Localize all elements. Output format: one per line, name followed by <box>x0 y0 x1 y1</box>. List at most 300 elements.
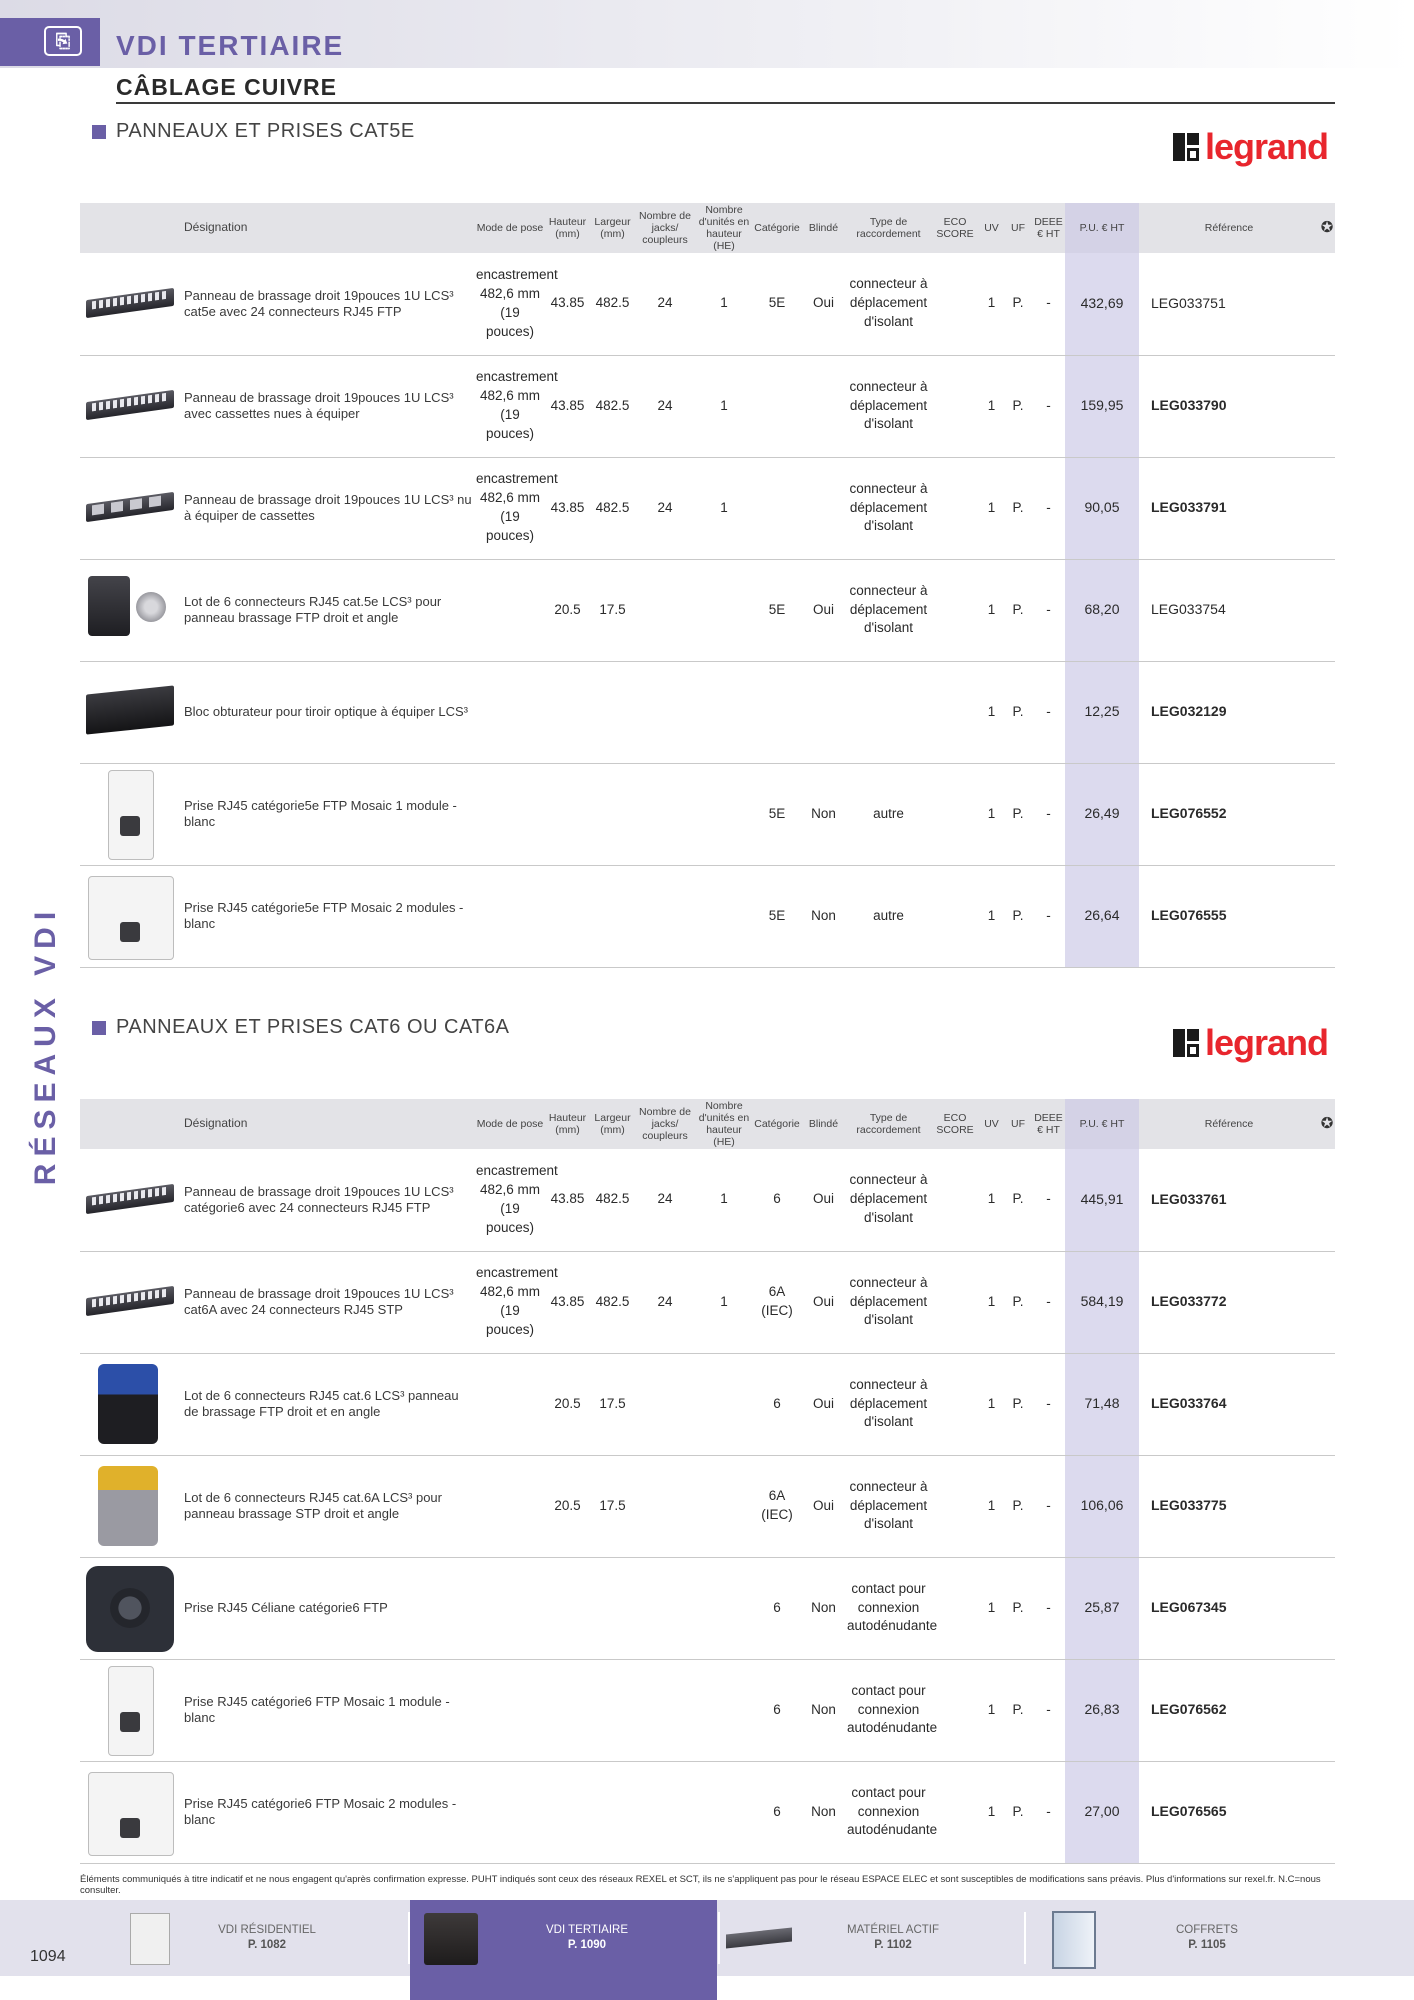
cell-gear <box>1319 1761 1335 1863</box>
cell-price: 26,83 <box>1065 1659 1139 1761</box>
cell-blinde: Oui <box>801 253 846 355</box>
cell-mode <box>475 661 545 763</box>
section-title-cat6 <box>92 1016 510 1039</box>
cell-eco <box>931 1761 979 1863</box>
cell-deee: - <box>1032 1251 1065 1353</box>
cell-hauteur: 43.85 <box>545 1251 590 1353</box>
header-hauteur: Hauteur (mm) <box>545 203 590 253</box>
plug-icon: ⎘ <box>44 26 82 56</box>
cell-jacks: 24 <box>635 253 695 355</box>
header-jacks: Nombre de jacks/ coupleurs <box>635 203 695 253</box>
cell-mode <box>475 1659 545 1761</box>
cell-mode <box>475 763 545 865</box>
cell-type: autre <box>846 763 931 865</box>
cell-hauteur: 20.5 <box>545 1455 590 1557</box>
product-image <box>80 1251 180 1353</box>
cell-largeur <box>590 1761 635 1863</box>
cell-eco <box>931 457 979 559</box>
cell-categorie: 5E <box>753 559 801 661</box>
section-title-text: PANNEAUX ET PRISES CAT5E <box>116 120 415 142</box>
cell-uf: P. <box>1004 1251 1032 1353</box>
cell-type: connecteur à déplacement d'isolant <box>846 253 931 355</box>
cell-categorie: 5E <box>753 865 801 967</box>
product-image <box>80 865 180 967</box>
cell-eco <box>931 253 979 355</box>
cell-hauteur: 43.85 <box>545 253 590 355</box>
cell-categorie: 6 <box>753 1353 801 1455</box>
cell-unites <box>695 559 753 661</box>
cell-gear <box>1319 661 1335 763</box>
cell-hauteur: 43.85 <box>545 457 590 559</box>
table-row <box>80 1251 1335 1353</box>
residential-panel-icon <box>120 1909 178 1967</box>
cell-mode: encastrement 482,6 mm (19 pouces) <box>475 355 545 457</box>
socket-1-photo <box>82 766 178 862</box>
cell-deee: - <box>1032 1557 1065 1659</box>
header-categorie: Catégorie <box>753 1099 801 1149</box>
cell-uv: 1 <box>979 1761 1004 1863</box>
cell-type: connecteur à déplacement d'isolant <box>846 457 931 559</box>
cell-jacks: 24 <box>635 457 695 559</box>
cell-des: Panneau de brassage droit 19pouces 1U LCS³ cat6A avec 24 connecteurs RJ45 STP <box>180 1251 475 1353</box>
cell-unites <box>695 1353 753 1455</box>
header-jacks: Nombre de jacks/ coupleurs <box>635 1099 695 1149</box>
header-designation: Désignation <box>180 1099 475 1149</box>
cell-hauteur <box>545 1659 590 1761</box>
product-image <box>80 457 180 559</box>
header-unites: Nombre d'unités en hauteur (HE) <box>695 1099 753 1149</box>
table-row <box>80 1761 1335 1863</box>
cell-deee: - <box>1032 1455 1065 1557</box>
cell-des: Bloc obturateur pour tiroir optique à équiper LCS³ <box>180 661 475 763</box>
cell-eco <box>931 1557 979 1659</box>
section-bullet <box>92 125 106 139</box>
cell-jacks <box>635 1761 695 1863</box>
cell-ref: LEG076552 <box>1139 763 1319 865</box>
table-row <box>80 661 1335 763</box>
cell-gear <box>1319 1455 1335 1557</box>
cell-type: contact pour connexion autodénudante <box>846 1659 931 1761</box>
cell-mode <box>475 559 545 661</box>
legrand-wordmark: legrand <box>1205 1022 1329 1063</box>
header-type: Type de raccordement <box>846 203 931 253</box>
product-image <box>80 763 180 865</box>
table-header-row <box>80 203 1335 253</box>
header-categorie: Catégorie <box>753 203 801 253</box>
nav-coffrets[interactable] <box>1040 1900 1302 1976</box>
cell-hauteur: 43.85 <box>545 1149 590 1251</box>
cell-type: autre <box>846 865 931 967</box>
cell-deee: - <box>1032 1353 1065 1455</box>
cell-uf: P. <box>1004 355 1032 457</box>
page-subtitle: CÂBLAGE CUIVRE <box>116 74 338 100</box>
cell-jacks <box>635 1557 695 1659</box>
section-title-cat5e <box>92 120 415 143</box>
cell-unites <box>695 1659 753 1761</box>
cell-des: Prise RJ45 catégorie5e FTP Mosaic 2 modules - blanc <box>180 865 475 967</box>
cell-des: Panneau de brassage droit 19pouces 1U LCS³ avec cassettes nues à équiper <box>180 355 475 457</box>
cell-hauteur <box>545 763 590 865</box>
cell-price: 26,49 <box>1065 763 1139 865</box>
cell-des: Prise RJ45 catégorie6 FTP Mosaic 2 modules - blanc <box>180 1761 475 1863</box>
cell-des: Prise RJ45 Céliane catégorie6 FTP <box>180 1557 475 1659</box>
cell-largeur: 482.5 <box>590 457 635 559</box>
nav-page: P. 1105 <box>1188 1939 1226 1951</box>
cabinet-icon <box>1040 1909 1098 1967</box>
cell-type: connecteur à déplacement d'isolant <box>846 1251 931 1353</box>
cell-des: Panneau de brassage droit 19pouces 1U LCS³ cat5e avec 24 connecteurs RJ45 FTP <box>180 253 475 355</box>
cell-price: 68,20 <box>1065 559 1139 661</box>
legrand-logo <box>1173 1022 1328 1064</box>
header-price: P.U. € HT <box>1065 203 1139 253</box>
cell-mode: encastrement 482,6 mm (19 pouces) <box>475 1149 545 1251</box>
cell-categorie: 5E <box>753 253 801 355</box>
cell-largeur: 17.5 <box>590 559 635 661</box>
table-row <box>80 253 1335 355</box>
header-ref: Référence <box>1139 203 1319 253</box>
connector-photo <box>82 562 178 658</box>
cell-blinde: Non <box>801 865 846 967</box>
cell-largeur <box>590 865 635 967</box>
cell-hauteur: 20.5 <box>545 559 590 661</box>
cell-uv: 1 <box>979 865 1004 967</box>
cell-jacks: 24 <box>635 1251 695 1353</box>
gear-icon: ✪ <box>1319 1099 1335 1149</box>
cell-largeur <box>590 1659 635 1761</box>
cell-price: 12,25 <box>1065 661 1139 763</box>
table-row <box>80 1557 1335 1659</box>
side-label: RÉSEAUX VDI <box>29 904 62 1186</box>
cell-hauteur: 20.5 <box>545 1353 590 1455</box>
disclaimer: Éléments communiqués à titre indicatif et ne nous engagent qu'après confirmation expresse. PUHT indiqués sont ceux des réseaux REXEL et SCT, ils ne s'appliquent pas pour le réseau ESPACE ELEC et sont susceptibles de modifications sans préavis. Plus d'informations sur rexel.fr. N.C=nous consulter. <box>80 1874 1321 1896</box>
nav-vdi-tertiaire[interactable] <box>420 1900 682 1976</box>
cell-uv: 1 <box>979 253 1004 355</box>
cell-price: 25,87 <box>1065 1557 1139 1659</box>
cell-gear <box>1319 1659 1335 1761</box>
cell-jacks <box>635 1659 695 1761</box>
header-hauteur: Hauteur (mm) <box>545 1099 590 1149</box>
cell-ref: LEG033775 <box>1139 1455 1319 1557</box>
product-image <box>80 661 180 763</box>
cell-unites: 1 <box>695 1251 753 1353</box>
product-image <box>80 1659 180 1761</box>
product-image <box>80 559 180 661</box>
table-row <box>80 1455 1335 1557</box>
legrand-mark-icon <box>1173 133 1199 161</box>
cell-categorie <box>753 355 801 457</box>
cell-unites <box>695 865 753 967</box>
section-title-text: PANNEAUX ET PRISES CAT6 OU CAT6A <box>116 1016 510 1038</box>
header-mode: Mode de pose <box>475 1099 545 1149</box>
cell-price: 432,69 <box>1065 253 1139 355</box>
cell-price: 71,48 <box>1065 1353 1139 1455</box>
cell-des: Prise RJ45 catégorie6 FTP Mosaic 1 module - blanc <box>180 1659 475 1761</box>
cell-categorie: 5E <box>753 763 801 865</box>
cell-uf: P. <box>1004 1761 1032 1863</box>
cell-largeur: 482.5 <box>590 1251 635 1353</box>
section-bullet <box>92 1021 106 1035</box>
cell-eco <box>931 661 979 763</box>
socket-2-photo <box>82 1764 178 1860</box>
cell-uf: P. <box>1004 1455 1032 1557</box>
cell-gear <box>1319 1251 1335 1353</box>
cell-blinde: Oui <box>801 559 846 661</box>
cell-uv: 1 <box>979 559 1004 661</box>
nav-page: P. 1082 <box>247 1939 287 1951</box>
cell-uv: 1 <box>979 1353 1004 1455</box>
cell-unites <box>695 1557 753 1659</box>
cell-uv: 1 <box>979 661 1004 763</box>
cell-blinde <box>801 661 846 763</box>
cell-eco <box>931 1149 979 1251</box>
cell-mode <box>475 1557 545 1659</box>
header-image-col <box>80 203 180 253</box>
cell-eco <box>931 1353 979 1455</box>
cell-jacks <box>635 1353 695 1455</box>
cell-price: 27,00 <box>1065 1761 1139 1863</box>
cell-ref: LEG033791 <box>1139 457 1319 559</box>
cell-categorie: 6A (IEC) <box>753 1455 801 1557</box>
network-switch-icon <box>726 1909 784 1967</box>
cell-price: 159,95 <box>1065 355 1139 457</box>
cell-deee: - <box>1032 661 1065 763</box>
cell-largeur <box>590 661 635 763</box>
cell-type: contact pour connexion autodénudante <box>846 1557 931 1659</box>
cell-type: contact pour connexion autodénudante <box>846 1761 931 1863</box>
table-row <box>80 1659 1335 1761</box>
socket-2-photo <box>82 868 178 964</box>
header-blinde: Blindé <box>801 203 846 253</box>
table-row <box>80 355 1335 457</box>
cell-unites <box>695 661 753 763</box>
cell-largeur: 482.5 <box>590 253 635 355</box>
cell-uf: P. <box>1004 1557 1032 1659</box>
nav-materiel-actif[interactable] <box>726 1900 988 1976</box>
gear-icon: ✪ <box>1319 203 1335 253</box>
cell-largeur <box>590 1557 635 1659</box>
nav-label: COFFRETS <box>1176 1924 1238 1937</box>
cell-largeur: 482.5 <box>590 355 635 457</box>
cell-eco <box>931 559 979 661</box>
cell-type: connecteur à déplacement d'isolant <box>846 1353 931 1455</box>
cell-deee: - <box>1032 1149 1065 1251</box>
nav-label: VDI RÉSIDENTIEL <box>218 1924 316 1937</box>
cell-uv: 1 <box>979 1557 1004 1659</box>
table-row <box>80 559 1335 661</box>
cell-uv: 1 <box>979 1455 1004 1557</box>
cell-categorie: 6 <box>753 1761 801 1863</box>
connector-blue-photo <box>82 1356 178 1452</box>
cell-categorie: 6A (IEC) <box>753 1251 801 1353</box>
cell-uv: 1 <box>979 1251 1004 1353</box>
cell-unites <box>695 763 753 865</box>
panel-c-photo <box>82 460 178 556</box>
nav-vdi-residentiel[interactable] <box>120 1900 342 1976</box>
blocker-photo <box>82 664 178 760</box>
header-largeur: Largeur (mm) <box>590 1099 635 1149</box>
header-image-col <box>80 1099 180 1149</box>
product-image <box>80 1353 180 1455</box>
legrand-wordmark: legrand <box>1205 126 1329 167</box>
table-row <box>80 457 1335 559</box>
cell-uf: P. <box>1004 559 1032 661</box>
cell-blinde: Non <box>801 1557 846 1659</box>
connector-yellow-photo <box>82 1458 178 1554</box>
nav-label: MATÉRIEL ACTIF <box>846 1924 939 1937</box>
legrand-mark-icon <box>1173 1029 1199 1057</box>
cell-largeur: 482.5 <box>590 1149 635 1251</box>
header-ref: Référence <box>1139 1099 1319 1149</box>
cell-price: 584,19 <box>1065 1251 1139 1353</box>
product-image <box>80 1557 180 1659</box>
cell-uf: P. <box>1004 865 1032 967</box>
header-uv: UV <box>979 203 1004 253</box>
cell-ref: LEG033761 <box>1139 1149 1319 1251</box>
cell-ref: LEG076562 <box>1139 1659 1319 1761</box>
cell-uf: P. <box>1004 1149 1032 1251</box>
cell-type: connecteur à déplacement d'isolant <box>846 559 931 661</box>
cell-hauteur <box>545 661 590 763</box>
cell-ref: LEG032129 <box>1139 661 1319 763</box>
cell-jacks: 24 <box>635 1149 695 1251</box>
cell-deee: - <box>1032 1659 1065 1761</box>
cell-type: connecteur à déplacement d'isolant <box>846 355 931 457</box>
table-row <box>80 1353 1335 1455</box>
cell-uf: P. <box>1004 1353 1032 1455</box>
cell-categorie <box>753 457 801 559</box>
cell-blinde: Oui <box>801 1149 846 1251</box>
table-row <box>80 1149 1335 1251</box>
cell-jacks <box>635 763 695 865</box>
cell-uf: P. <box>1004 661 1032 763</box>
cell-deee: - <box>1032 1761 1065 1863</box>
cell-jacks: 24 <box>635 355 695 457</box>
cell-eco <box>931 865 979 967</box>
nav-separator <box>1024 1912 1026 1964</box>
panel-a-photo <box>82 1152 178 1248</box>
table-row <box>80 763 1335 865</box>
page-number: 1094 <box>30 1948 66 1965</box>
cell-unites: 1 <box>695 457 753 559</box>
header-eco: ECO SCORE <box>931 1099 979 1149</box>
cell-des: Lot de 6 connecteurs RJ45 cat.6 LCS³ panneau de brassage FTP droit et en angle <box>180 1353 475 1455</box>
cell-hauteur <box>545 865 590 967</box>
cell-hauteur: 43.85 <box>545 355 590 457</box>
header-uf: UF <box>1004 1099 1032 1149</box>
cell-largeur: 17.5 <box>590 1455 635 1557</box>
cell-categorie: 6 <box>753 1659 801 1761</box>
cell-uv: 1 <box>979 355 1004 457</box>
cell-price: 26,64 <box>1065 865 1139 967</box>
cell-largeur: 17.5 <box>590 1353 635 1455</box>
cell-unites: 1 <box>695 1149 753 1251</box>
nav-label: VDI TERTIAIRE <box>545 1924 628 1937</box>
cell-deee: - <box>1032 253 1065 355</box>
cell-price: 90,05 <box>1065 457 1139 559</box>
header-eco: ECO SCORE <box>931 203 979 253</box>
header-mode: Mode de pose <box>475 203 545 253</box>
cell-mode <box>475 1353 545 1455</box>
tertiary-rack-icon <box>420 1909 478 1967</box>
cell-gear <box>1319 559 1335 661</box>
cell-eco <box>931 1251 979 1353</box>
cell-categorie <box>753 661 801 763</box>
cell-jacks <box>635 1455 695 1557</box>
nav-separator <box>408 1912 410 1964</box>
cell-ref: LEG033751 <box>1139 253 1319 355</box>
header-deee: DEEE € HT <box>1032 1099 1065 1149</box>
cell-ref: LEG033764 <box>1139 1353 1319 1455</box>
cell-jacks <box>635 661 695 763</box>
nav-page: P. 1090 <box>567 1939 607 1951</box>
cell-ref: LEG033754 <box>1139 559 1319 661</box>
header-deee: DEEE € HT <box>1032 203 1065 253</box>
header-largeur: Largeur (mm) <box>590 203 635 253</box>
cell-des: Panneau de brassage droit 19pouces 1U LCS³ nu à équiper de cassettes <box>180 457 475 559</box>
cell-blinde: Non <box>801 1761 846 1863</box>
header-blinde: Blindé <box>801 1099 846 1149</box>
cell-ref: LEG076555 <box>1139 865 1319 967</box>
header-designation: Désignation <box>180 203 475 253</box>
cell-unites: 1 <box>695 253 753 355</box>
socket-1-photo <box>82 1662 178 1758</box>
cell-des: Lot de 6 connecteurs RJ45 cat.5e LCS³ pour panneau brassage FTP droit et angle <box>180 559 475 661</box>
cell-uf: P. <box>1004 253 1032 355</box>
cell-price: 106,06 <box>1065 1455 1139 1557</box>
cell-uv: 1 <box>979 1659 1004 1761</box>
cell-gear <box>1319 1557 1335 1659</box>
header-type: Type de raccordement <box>846 1099 931 1149</box>
product-image <box>80 1761 180 1863</box>
table-row <box>80 865 1335 967</box>
cell-mode: encastrement 482,6 mm (19 pouces) <box>475 457 545 559</box>
cell-des: Panneau de brassage droit 19pouces 1U LCS³ catégorie6 avec 24 connecteurs RJ45 FTP <box>180 1149 475 1251</box>
cell-ref: LEG067345 <box>1139 1557 1319 1659</box>
cell-blinde <box>801 355 846 457</box>
cell-uf: P. <box>1004 763 1032 865</box>
cell-mode <box>475 865 545 967</box>
cell-mode: encastrement 482,6 mm (19 pouces) <box>475 1251 545 1353</box>
cell-gear <box>1319 457 1335 559</box>
cell-gear <box>1319 763 1335 865</box>
cell-gear <box>1319 865 1335 967</box>
cell-eco <box>931 763 979 865</box>
cell-blinde: Oui <box>801 1251 846 1353</box>
page-title: VDI TERTIAIRE <box>116 30 345 61</box>
cell-gear <box>1319 253 1335 355</box>
cell-ref: LEG033790 <box>1139 355 1319 457</box>
cell-eco <box>931 355 979 457</box>
nav-page: P. 1102 <box>874 1939 912 1951</box>
product-image <box>80 253 180 355</box>
cell-unites: 1 <box>695 355 753 457</box>
cell-unites <box>695 1761 753 1863</box>
cell-type <box>846 661 931 763</box>
header-uf: UF <box>1004 203 1032 253</box>
nav-separator <box>718 1912 720 1964</box>
header-price: P.U. € HT <box>1065 1099 1139 1149</box>
cell-uf: P. <box>1004 457 1032 559</box>
cell-unites <box>695 1455 753 1557</box>
product-image <box>80 1149 180 1251</box>
cell-ref: LEG033772 <box>1139 1251 1319 1353</box>
cell-uv: 1 <box>979 1149 1004 1251</box>
cell-des: Prise RJ45 catégorie5e FTP Mosaic 1 module - blanc <box>180 763 475 865</box>
cell-blinde: Non <box>801 1659 846 1761</box>
cell-jacks <box>635 865 695 967</box>
cell-gear <box>1319 1149 1335 1251</box>
cell-type: connecteur à déplacement d'isolant <box>846 1149 931 1251</box>
